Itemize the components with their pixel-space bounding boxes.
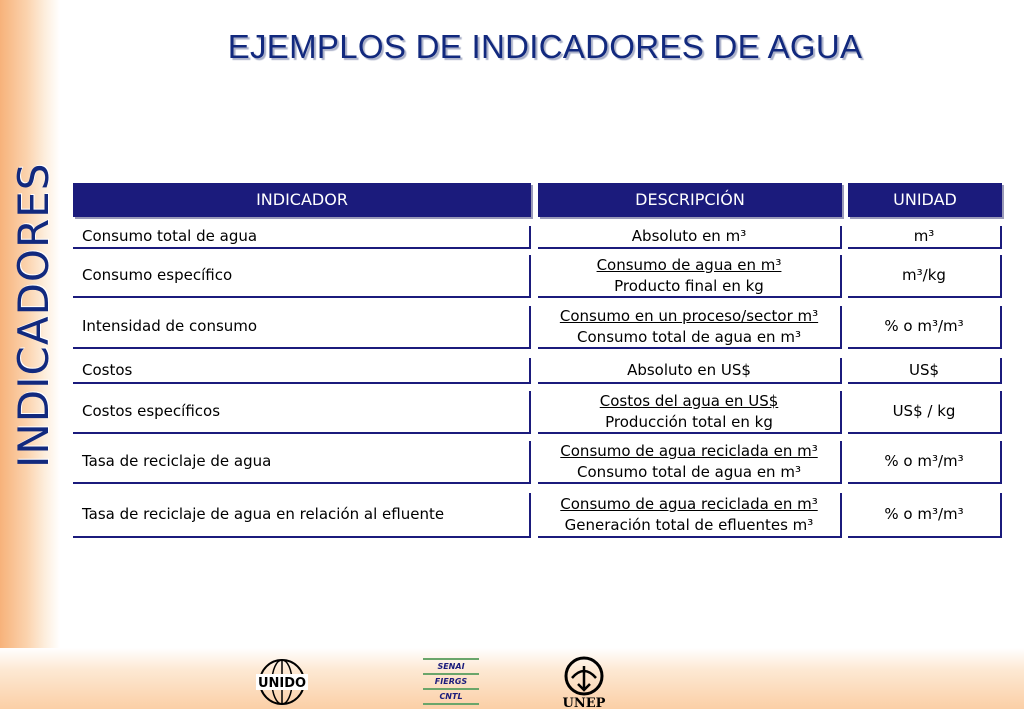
table-row-indicador	[73, 358, 531, 384]
table-row-unidad	[848, 441, 1002, 484]
logo-stripe	[423, 673, 479, 675]
table-row-unidad	[848, 226, 1002, 249]
fraction-denominator: Producción total en kg	[605, 412, 773, 431]
table-row-descripcion	[538, 306, 842, 349]
cell-text: % o m³/m³	[884, 317, 964, 335]
fraction-numerator: Consumo de agua en m³	[596, 255, 782, 274]
cell-text: Tasa de reciclaje de agua	[82, 452, 272, 470]
unep-logo	[552, 654, 616, 709]
fraction-numerator: Consumo de agua reciclada en m³	[560, 494, 818, 513]
table-row-descripcion	[538, 441, 842, 484]
fraction-denominator: Producto final en kg	[614, 276, 764, 295]
fraction-numerator: Consumo en un proceso/sector m³	[559, 306, 819, 325]
table-row-indicador	[73, 255, 531, 298]
table-row-indicador	[73, 391, 531, 434]
cell-text: Costos	[82, 360, 133, 379]
unep-logo-text: UNEP	[562, 696, 606, 709]
table-row-descripcion	[538, 358, 842, 384]
table-row-unidad	[848, 255, 1002, 298]
logo-stripe	[423, 703, 479, 705]
cell-text: US$	[908, 360, 940, 379]
header-indicador: INDICADOR	[73, 183, 531, 217]
cell-text: m³	[913, 227, 935, 245]
fraction-denominator: Consumo total de agua en m³	[577, 462, 801, 481]
unido-logo	[250, 656, 314, 709]
table-row-unidad	[848, 358, 1002, 384]
header-unidad: UNIDAD	[848, 183, 1002, 217]
table-row-indicador	[73, 226, 531, 249]
senai-fiergs-cntl-logo	[423, 656, 479, 706]
cell-text: Absoluto en m³	[631, 227, 747, 245]
cell-text: US$ / kg	[892, 402, 956, 420]
fraction-denominator: Generación total de efluentes m³	[564, 515, 814, 534]
header-descripcion: DESCRIPCIÓN	[538, 183, 842, 217]
logo-line-senai: SENAI	[437, 662, 465, 671]
table-row-unidad	[848, 493, 1002, 538]
logo-stripe	[423, 658, 479, 660]
cell-text: Consumo total de agua	[82, 227, 258, 245]
table-row-descripcion	[538, 255, 842, 298]
table-row-indicador	[73, 441, 531, 484]
table-row-descripcion	[538, 226, 842, 249]
side-title: INDICADORES	[9, 162, 58, 468]
cell-text: % o m³/m³	[884, 452, 964, 470]
cell-text: Intensidad de consumo	[82, 317, 258, 335]
cell-text: m³/kg	[902, 266, 946, 284]
cell-text: Consumo específico	[82, 266, 233, 284]
page-title: EJEMPLOS DE INDICADORES DE AGUA	[227, 28, 863, 65]
logo-line-fiergs: FIERGS	[434, 677, 468, 686]
cell-text: Tasa de reciclaje de agua en relación al efluente	[82, 505, 445, 523]
bottom-frame-gradient	[0, 648, 1024, 709]
unido-logo-text: UNIDO	[257, 676, 307, 691]
table-row-unidad	[848, 306, 1002, 349]
table-row-descripcion	[538, 391, 842, 434]
table-row-indicador	[73, 493, 531, 538]
logo-stripe	[423, 688, 479, 690]
logo-line-cntl: CNTL	[439, 692, 463, 701]
table-row-unidad	[848, 391, 1002, 434]
table-row-descripcion	[538, 493, 842, 538]
cell-text: Absoluto en US$	[627, 360, 751, 379]
cell-text: Costos específicos	[82, 402, 221, 420]
cell-text: % o m³/m³	[884, 505, 964, 523]
fraction-denominator: Consumo total de agua en m³	[577, 327, 801, 346]
fraction-numerator: Costos del agua en US$	[599, 391, 779, 410]
table-row-indicador	[73, 306, 531, 349]
fraction-numerator: Consumo de agua reciclada en m³	[560, 441, 818, 460]
